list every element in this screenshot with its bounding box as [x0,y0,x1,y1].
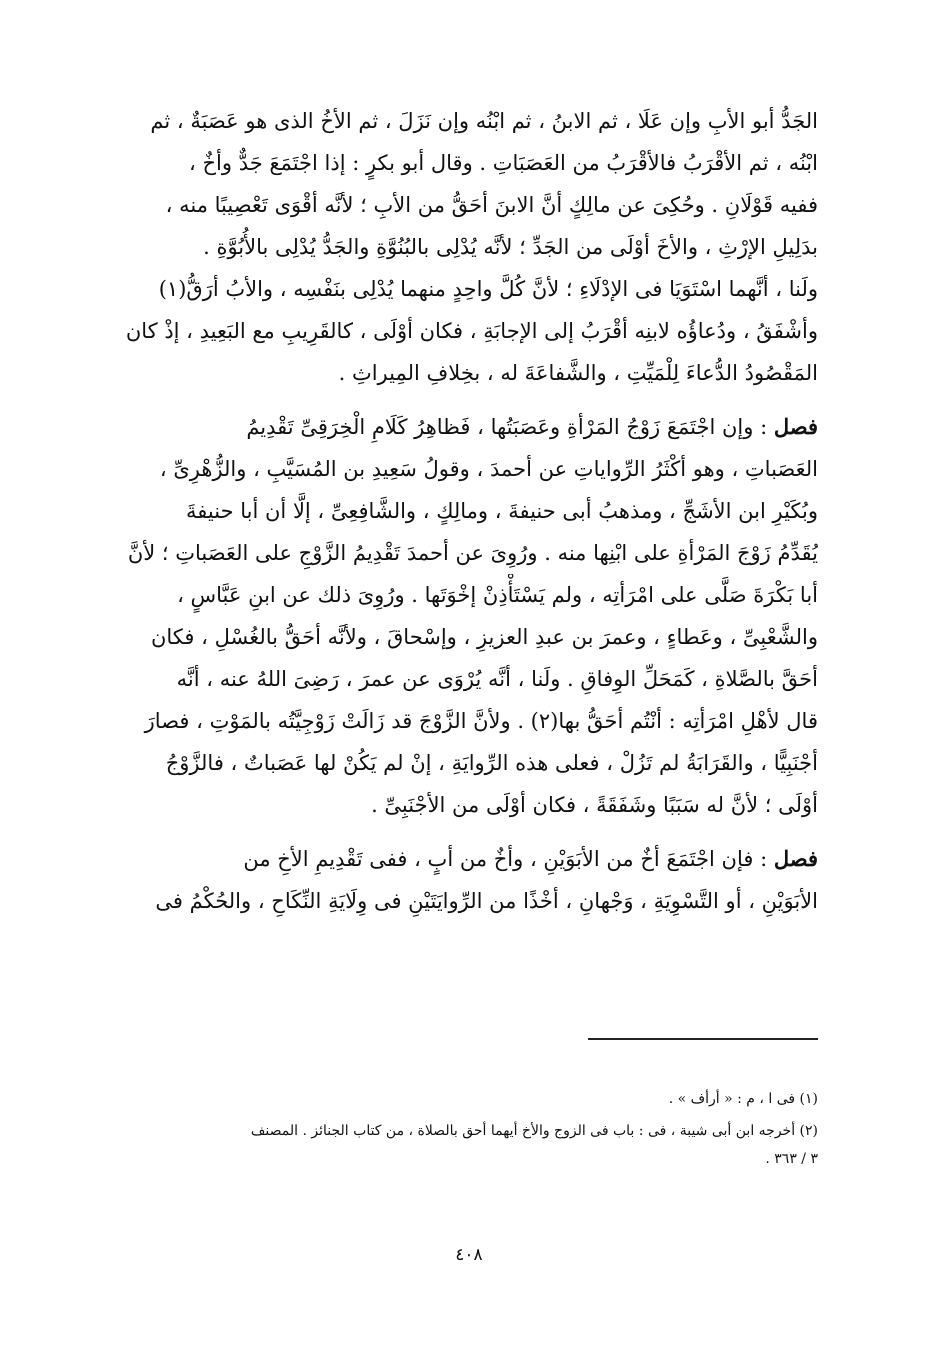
text-line: العَصَباتِ ، وهو أكْثَرُ الرِّواياتِ عن أحمدَ ، وقولُ سَعِيدِ بن المُسَيَّبِ ، والزُّهْرِىِّ ، [159,457,818,481]
footnote-line: (١) فى ا ، م : « أرأف » . [668,1091,818,1107]
text-line: والشَّعْبِىِّ ، وعَطاءٍ ، وعمرَ بن عبدِ العزيزِ ، وإسْحاقَ ، ولأنَّه أحَقُّ بالغُسْلِ ، فكان [150,625,818,649]
text-line: ابْنُه ، ثم الأقْرَبُ فالأقْرَبُ من العَصَبَاتِ . وقال أبو بكرٍ : إذا اجْتَمَعَ جَدٌّ وأخٌ ، [189,151,818,175]
footnote-1 [118,1085,818,1113]
text-line [118,838,818,880]
section-label: فصل [773,414,818,439]
text-line: أبا بَكْرَةَ صَلَّى على امْرَأتِه ، ولم يَسْتَأْذِنْ إخْوَتَها . ورُوِىَ ذلك عن ابنِ عَبَّاسٍ ، [177,583,818,607]
footnotes [118,1085,818,1177]
text-line: بدَلِيلِ الإرْثِ ، والأخَ أوْلَى من الجَدِّ ؛ لأنَّه يُدْلِى بالبُنُوَّةِ والجَدُّ يُدْلِى بالأُبُوَّةِ . [203,235,818,259]
text-line: يُقَدِّمُ زَوْجَ المَرْأةِ على ابْنِها منه . ورُوِىَ عن أحمدَ تَقْدِيمُ الزَّوْجِ على العَصَباتِ ؛ لأنَّ [127,541,818,565]
footnote-divider [588,1038,818,1040]
footnote-line: ٣ / ٣٦٣ . [765,1151,818,1167]
paragraph-1 [118,100,818,394]
text-line: ولَنا ، أنَّهما اسْتَوَيَا فى الإدْلَاءِ ؛ لأنَّ كُلَّ واحِدٍ منهما يُدْلِى بنَفْسِه ، والأبُ أرَقُّ(١) [158,277,818,301]
paragraph-2 [118,406,818,826]
text-line: الأبَوَيْنِ ، أو التَّسْوِيَةِ ، وَجْهانِ ، أخْذًا من الرِّوايَتَيْنِ فى وِلَايَةِ النِّكَاحِ ، والحُكْمُ فى [155,889,818,913]
page-number: ٤٠٨ [455,1245,483,1265]
text-line: الجَدُّ أبو الأبِ وإن عَلَا ، ثم الابنُ ، ثم ابْنُه وإن نَزَلَ ، ثم الأخُ الذى هو عَصَبَةٌ ، ثم [150,109,818,133]
text-line: أجْنَبِيًّا ، والقَرَابَةُ لم تَزُلْ ، فعلى هذه الرِّوايَةِ ، إنْ لم يَكُنْ لها عَصَباتٌ ، فالزَّوْجُ [165,751,818,775]
footnote-line: (٢) أخرجه ابن أبى شيبة ، فى : باب فى الزوج والأخ أيهما أحق بالصلاة ، من كتاب الجنائز . المصنف [250,1123,818,1139]
text-line: المَقْصُودُ الدُّعاءَ لِلْمَيِّتِ ، والشَّفاعَةَ له ، بخِلافِ المِيراثِ . [338,361,818,385]
text-line: وأشْفَقُ ، ودُعاؤُه لابنِه أقْرَبُ إلى الإجابَةِ ، فكان أوْلَى ، كالقَرِيبِ مع البَعِيدِ ، إذْ كان [125,319,818,343]
text-line: أحَقَّ بالصَّلاةِ ، كَمَحَلِّ الوِفاقِ . ولَنا ، أنَّه يُرْوَى عن عمرَ ، رَضِىَ اللهُ عنه ، أنَّه [176,667,818,691]
text-segment: : فإن اجْتَمَعَ أخٌ من الأبَوَيْنِ ، وأخٌ من أبٍ ، ففى تَقْدِيمِ الأخِ من [243,847,768,871]
text-segment: : وإن اجْتَمَعَ زَوْجُ المَرْأةِ وعَصَبَتُها ، فَظاهِرُ كَلَامِ الْخِرَقِىِّ تَقْدِيمُ [246,415,768,439]
text-line: وبُكَيْرِ ابن الأشَجِّ ، ومذهبُ أبى حنيفةَ ، ومالِكٍ ، والشَّافِعِىِّ ، إلَّا أن أبا حنيفةَ [186,499,818,523]
section-label: فصل [773,846,818,871]
text-line [118,406,818,448]
footnote-2 [118,1117,818,1173]
text-line: أوْلَى ؛ لأنَّ له سَبَبًا وشَفَقَةً ، فكان أوْلَى من الأجْنَبِىِّ . [371,793,818,817]
text-line: قال لأهْلِ امْرَأتِه : أنْتُم أحَقُّ بها(٢) . ولأنَّ الزَّوْجَ قد زَالَتْ زَوْجِيَّتُه بالمَوْتِ ، فصارَ [144,709,818,733]
text-line: ففيه قَوْلَانِ . وحُكِىَ عن مالِكٍ أنَّ الابنَ أحَقُّ من الأبِ ؛ لأنَّه أقْوَى تَعْصِيبًا منه ، [165,193,818,217]
paragraph-3 [118,838,818,922]
main-text [118,100,818,934]
